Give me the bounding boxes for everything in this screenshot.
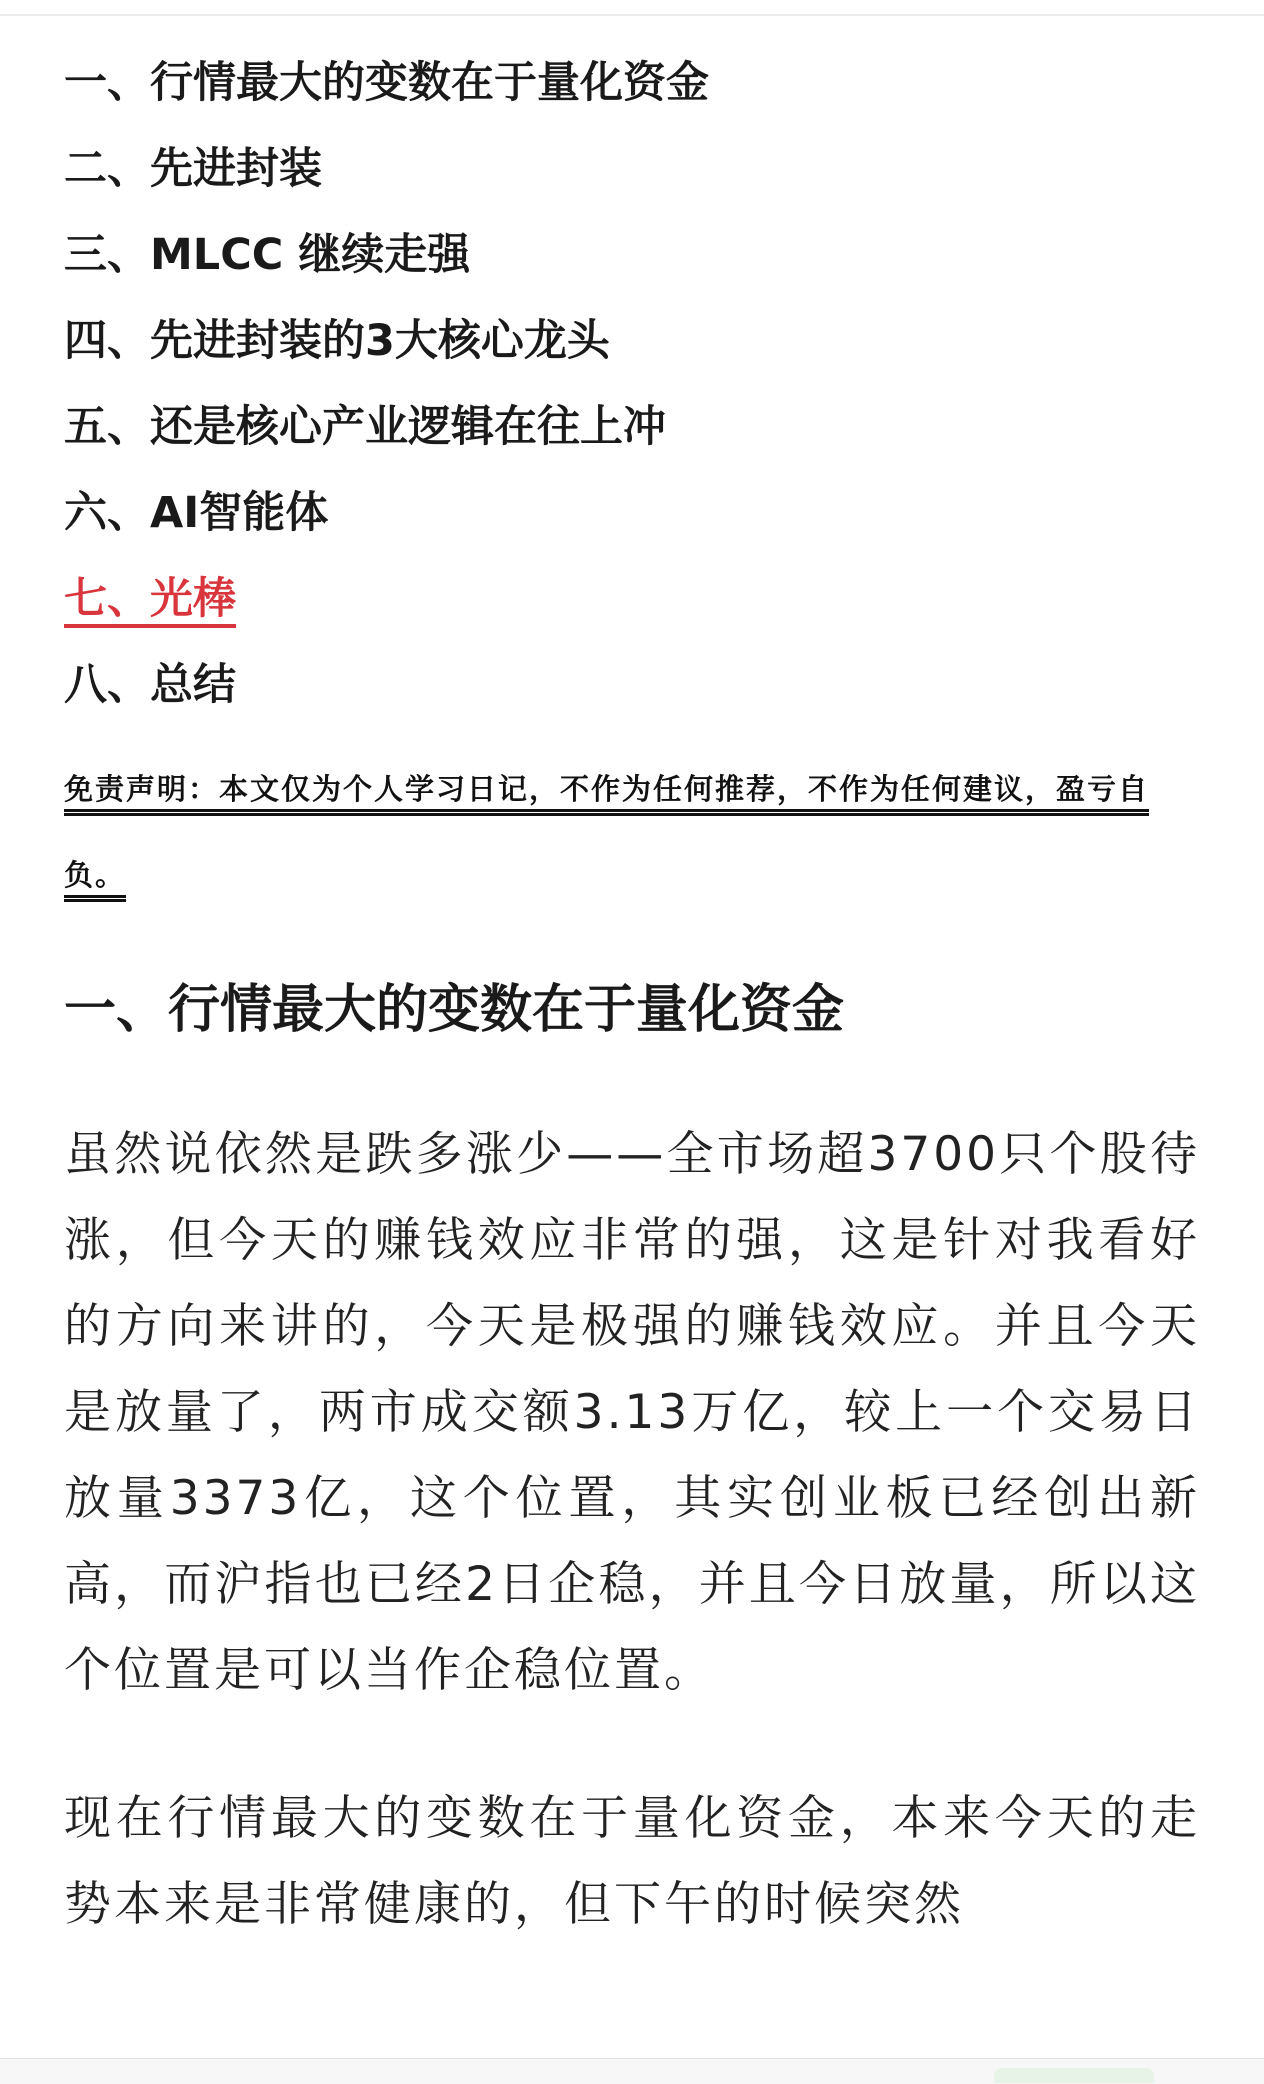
article-content (64, 40, 1200, 1948)
toc-item-2[interactable]: 二、先进封装 (64, 144, 322, 194)
toc-item-7-active[interactable]: 七、光棒 (64, 556, 1200, 642)
paragraph-1: 虽然说依然是跌多涨少——全市场超3700只个股待涨，但今天的赚钱效应非常的强，这是针对我看好的方向来讲的，今天是极强的赚钱效应。并且今天是放量了，两市成交额3.13万亿，较上一个交易日放量3373亿，这个位置，其实创业板已经创出新高，而沪指也已经2日企稳，并且今日放量，所以这个位置是可以当作企稳位置。 (64, 1127, 1200, 1698)
bottom-action-pill[interactable] (994, 2068, 1154, 2083)
toc-item-8[interactable]: 八、总结 (64, 660, 236, 710)
top-divider (0, 0, 1264, 16)
disclaimer (64, 746, 1200, 918)
toc-item-4[interactable]: 四、先进封装的3大核心龙头 (64, 316, 610, 366)
table-of-contents (64, 40, 1200, 728)
disclaimer-text: 免责声明：本文仅为个人学习日记，不作为任何推荐，不作为任何建议，盈亏自负。 (64, 772, 1150, 892)
toc-item-3[interactable]: 三、MLCC 继续走强 (64, 230, 471, 280)
toc-item-6[interactable]: 六、AI智能体 (64, 488, 329, 538)
paragraph-2: 现在行情最大的变数在于量化资金，本来今天的走势本来是非常健康的，但下午的时候突然 (64, 1791, 1200, 1932)
toc-item-1[interactable]: 一、行情最大的变数在于量化资金 (64, 58, 709, 108)
section-heading: 一、行情最大的变数在于量化资金 (64, 980, 845, 1040)
toc-item-5[interactable]: 五、还是核心产业逻辑在往上冲 (64, 402, 666, 452)
